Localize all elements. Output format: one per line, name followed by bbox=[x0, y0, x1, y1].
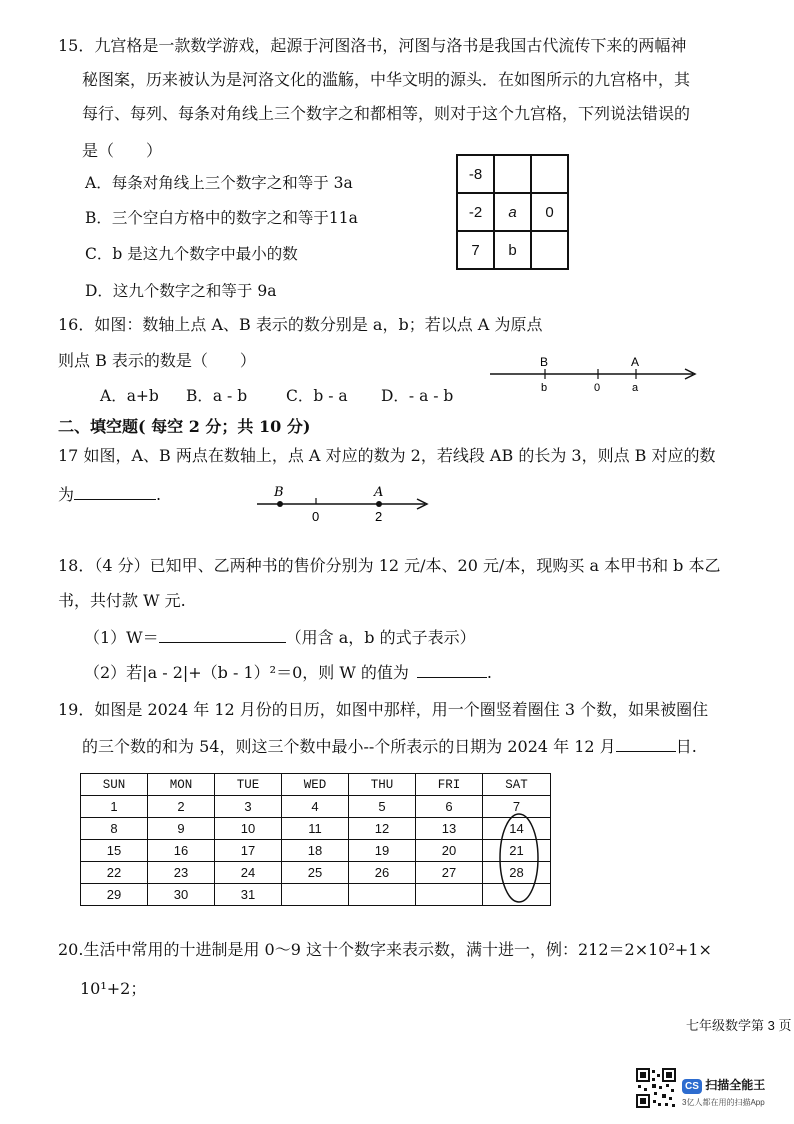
q17-line1: 17 如图，A、B 两点在数轴上，点 A 对应的数为 2，若线段 AB 的长为 3，则点 B 对应的数 bbox=[58, 446, 716, 465]
calendar-cell bbox=[416, 884, 483, 906]
calendar-cell: 31 bbox=[215, 884, 282, 906]
axis-label-b-bottom: b bbox=[541, 382, 548, 394]
q19-suffix: 日. bbox=[675, 737, 697, 756]
section-title: 二、填空题( 每空 2 分；共 10 分) bbox=[58, 417, 311, 436]
point-b bbox=[277, 501, 283, 507]
axis-label-a-top: A bbox=[631, 355, 640, 369]
calendar-header: FRI bbox=[416, 774, 483, 796]
calendar-row bbox=[81, 884, 551, 906]
scanner-logo-badge: CS bbox=[682, 1079, 702, 1094]
grid-cell bbox=[494, 155, 531, 193]
q16-option-c: C．b - a bbox=[286, 387, 348, 405]
calendar-cell: 9 bbox=[148, 818, 215, 840]
calendar-cell: 21 bbox=[483, 840, 551, 862]
axis-label-two: 2 bbox=[375, 509, 383, 524]
calendar-cell: 16 bbox=[148, 840, 215, 862]
q19-prefix: 的三个数的和为 54，则这三个数中最小--个所表示的日期为 2024 年 12 月 bbox=[82, 737, 616, 756]
axis-label-b-top: B bbox=[540, 355, 549, 369]
grid-cell: a bbox=[494, 193, 531, 231]
calendar-row bbox=[81, 840, 551, 862]
q20-line2: 10¹+2； bbox=[80, 979, 147, 998]
q16-line2: 则点 B 表示的数是（ ） bbox=[58, 351, 256, 370]
calendar-row bbox=[81, 862, 551, 884]
calendar-cell: 22 bbox=[81, 862, 148, 884]
q19-line2 bbox=[82, 734, 697, 757]
calendar-header: THU bbox=[349, 774, 416, 796]
calendar-header: SAT bbox=[483, 774, 551, 796]
scanner-subtitle: 3亿人都在用的扫描App bbox=[682, 1098, 765, 1107]
calendar-header-row bbox=[81, 774, 551, 796]
q18-sub2-blank[interactable] bbox=[417, 676, 487, 678]
axis-label-a-bottom: a bbox=[632, 382, 639, 394]
axis-label-zero: 0 bbox=[312, 509, 320, 524]
calendar-cell bbox=[282, 884, 349, 906]
q18-line1: 18．（4 分）已知甲、乙两种书的售价分别为 12 元/本、20 元/本，现购买 a 本甲书和 b 本乙 bbox=[58, 556, 721, 575]
calendar-cell: 26 bbox=[349, 862, 416, 884]
scanner-name: 扫描全能王 bbox=[705, 1078, 766, 1092]
calendar-circle-mark bbox=[496, 810, 542, 906]
q15-line1: 15．九宫格是一款数学游戏，起源于河图洛书，河图与洛书是我国古代流传下来的两幅神 bbox=[58, 36, 687, 55]
q16-option-b: B．a - b bbox=[186, 387, 248, 405]
q16-option-a: A．a+b bbox=[100, 387, 159, 405]
grid-cell: -8 bbox=[457, 155, 494, 193]
q18-sub1-prefix: （1）W＝ bbox=[84, 628, 159, 647]
q17-answer-blank[interactable] bbox=[74, 498, 156, 500]
q18-sub2-suffix: . bbox=[486, 663, 492, 682]
calendar-cell: 13 bbox=[416, 818, 483, 840]
q15-option-b: B．三个空白方格中的数字之和等于11a bbox=[85, 209, 358, 227]
q15-line3: 每行、每列、每条对角线上三个数字之和都相等，则对于这个九宫格，下列说法错误的 bbox=[82, 104, 691, 123]
axis-label-a: A bbox=[374, 485, 384, 500]
q18-line2: 书，共付款 W 元. bbox=[58, 591, 186, 610]
q17-suffix: . bbox=[156, 485, 162, 504]
calendar-cell: 10 bbox=[215, 818, 282, 840]
grid-cell: 0 bbox=[531, 193, 568, 231]
q18-sub1-suffix: （用含 a，b 的式子表示） bbox=[285, 628, 476, 647]
axis-label-zero: 0 bbox=[594, 382, 601, 394]
q18-sub1-blank[interactable] bbox=[159, 641, 286, 643]
axis-label-b: B bbox=[274, 485, 284, 500]
calendar-cell: 12 bbox=[349, 818, 416, 840]
magic-square-grid bbox=[456, 154, 569, 270]
point-a bbox=[376, 501, 382, 507]
q16-number-line bbox=[488, 352, 703, 396]
q19-answer-blank[interactable] bbox=[616, 750, 676, 752]
page-label: 七年级数学第 3 页 bbox=[686, 1018, 792, 1033]
calendar-cell: 28 bbox=[483, 862, 551, 884]
q15-line4: 是（ ） bbox=[82, 141, 163, 160]
q17-prefix: 为 bbox=[58, 485, 75, 504]
q19-line1: 19．如图是 2024 年 12 月份的日历，如图中那样，用一个圈竖着圈住 3 个数，如果被圈住 bbox=[58, 700, 709, 719]
calendar-cell bbox=[349, 884, 416, 906]
calendar-cell: 3 bbox=[215, 796, 282, 818]
calendar-cell: 6 bbox=[416, 796, 483, 818]
calendar-cell: 2 bbox=[148, 796, 215, 818]
calendar-row bbox=[81, 818, 551, 840]
calendar-header: SUN bbox=[81, 774, 148, 796]
q17-number-line bbox=[255, 484, 435, 526]
q16-option-d: D．- a - b bbox=[381, 387, 454, 405]
q18-sub2 bbox=[84, 660, 492, 683]
grid-cell: -2 bbox=[457, 193, 494, 231]
q15-option-c: C．b 是这九个数字中最小的数 bbox=[85, 245, 298, 263]
q20-line1: 20.生活中常用的十进制是用 0～9 这十个数字来表示数，满十进一，例：212＝2×10²+1× bbox=[58, 940, 712, 959]
q18-sub2-prefix: （2）若|a - 2|+（b - 1）²＝0，则 W 的值为 bbox=[84, 663, 409, 682]
calendar-header: TUE bbox=[215, 774, 282, 796]
q15-line2: 秘图案，历来被认为是河洛文化的滥觞，中华文明的源头．在如图所示的九宫格中，其 bbox=[82, 70, 691, 89]
calendar-cell: 17 bbox=[215, 840, 282, 862]
calendar-cell: 14 bbox=[483, 818, 551, 840]
calendar-cell: 7 bbox=[483, 796, 551, 818]
calendar-cell: 4 bbox=[282, 796, 349, 818]
grid-cell bbox=[531, 231, 568, 269]
grid-cell: 7 bbox=[457, 231, 494, 269]
calendar-cell: 5 bbox=[349, 796, 416, 818]
calendar-header: WED bbox=[282, 774, 349, 796]
calendar-cell: 29 bbox=[81, 884, 148, 906]
calendar-cell: 30 bbox=[148, 884, 215, 906]
calendar-cell: 23 bbox=[148, 862, 215, 884]
calendar-cell: 15 bbox=[81, 840, 148, 862]
calendar-cell: 11 bbox=[282, 818, 349, 840]
q15-option-d: D．这九个数字之和等于 9a bbox=[85, 282, 277, 300]
calendar-header: MON bbox=[148, 774, 215, 796]
calendar-row bbox=[81, 796, 551, 818]
calendar-cell: 1 bbox=[81, 796, 148, 818]
calendar-cell: 18 bbox=[282, 840, 349, 862]
calendar-table bbox=[80, 773, 551, 906]
calendar-cell: 19 bbox=[349, 840, 416, 862]
calendar-cell: 25 bbox=[282, 862, 349, 884]
q16-line1: 16．如图：数轴上点 A、B 表示的数分别是 a，b；若以点 A 为原点 bbox=[58, 315, 543, 334]
calendar-cell: 8 bbox=[81, 818, 148, 840]
qr-code-icon bbox=[636, 1068, 676, 1108]
calendar-cell: 24 bbox=[215, 862, 282, 884]
scanner-brand bbox=[682, 1076, 765, 1094]
q15-option-a: A．每条对角线上三个数字之和等于 3a bbox=[85, 174, 353, 192]
calendar-cell: 27 bbox=[416, 862, 483, 884]
q18-sub1 bbox=[84, 625, 476, 648]
grid-cell: b bbox=[494, 231, 531, 269]
grid-cell bbox=[531, 155, 568, 193]
q17-line2 bbox=[58, 482, 161, 505]
calendar-cell: 20 bbox=[416, 840, 483, 862]
